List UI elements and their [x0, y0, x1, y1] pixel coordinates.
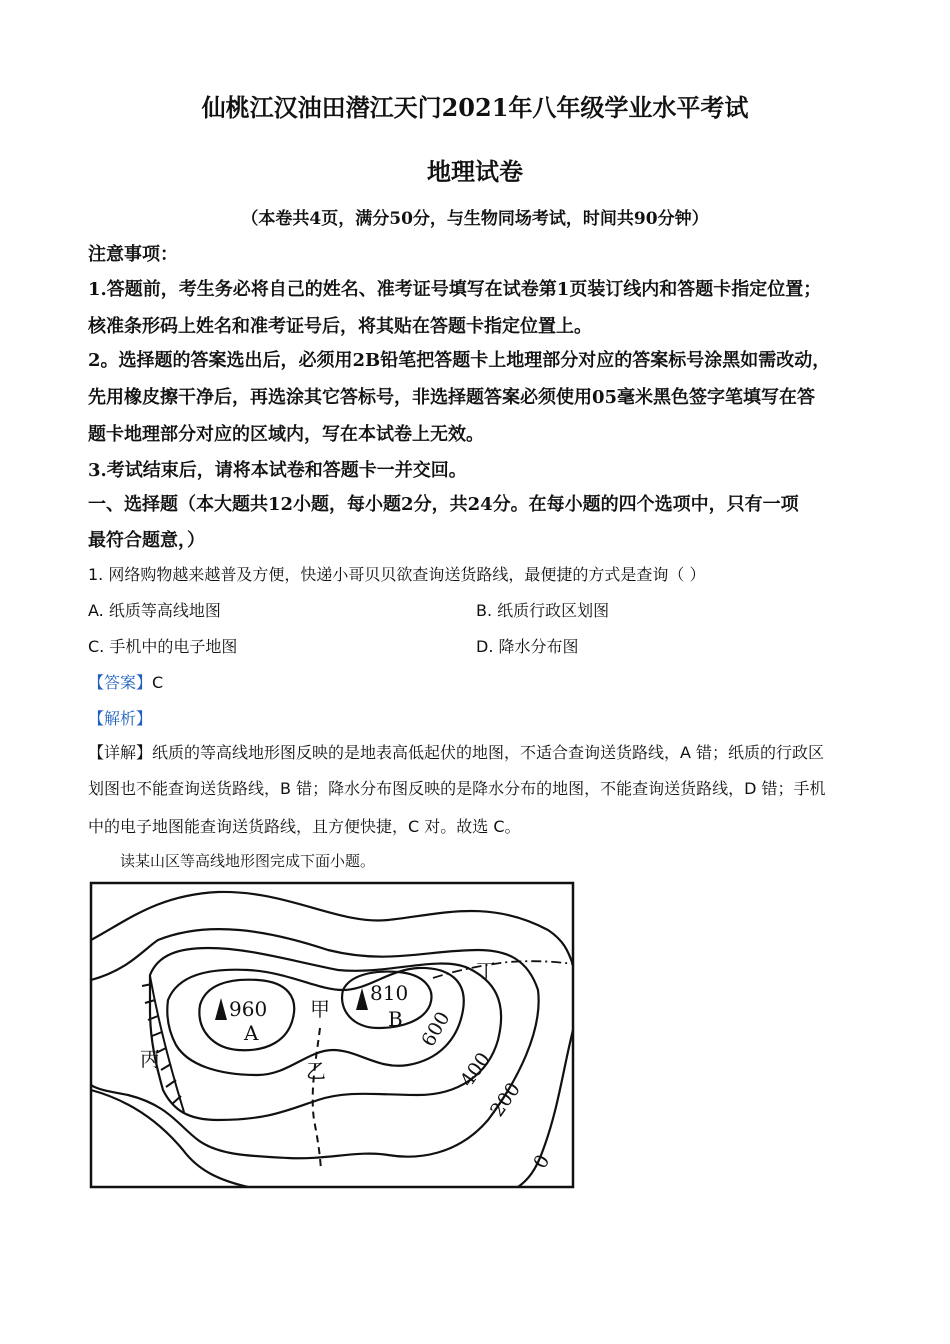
label-jia: 甲 [310, 997, 330, 1021]
map-intro: 读某山区等高线地形图完成下面小题。 [120, 852, 376, 870]
notice-line: 3.考试结束后，请将本试卷和答题卡一并交回。 [88, 460, 467, 481]
section-heading-line1: 一、选择题（本大题共12小题，每小题2分，共24分。在每小题的四个选项中，只有一项 [88, 494, 799, 515]
peak-a-label: A [244, 1021, 259, 1045]
option-d: D. 降水分布图 [476, 637, 579, 656]
notice-line: 核准条形码上姓名和准考证号后，将其贴在答题卡指定位置上。 [88, 316, 592, 337]
answer-line [88, 670, 163, 693]
detail-text: 纸质的等高线地形图反映的是地表高低起伏的地图，不适合查询送货路线，A 错；纸质的行政区 [152, 743, 825, 762]
label-bing: 丙 [140, 1047, 160, 1071]
question-1-stem: 1. 网络购物越来越普及方便，快递小哥贝贝欲查询送货路线，最便捷的方式是查询（ ） [88, 565, 706, 584]
peak-a-triangle [215, 998, 227, 1020]
notice-heading: 注意事项： [88, 244, 178, 265]
peak-b-label: B [388, 1007, 403, 1031]
contour-label-600: 600 [417, 1008, 455, 1051]
exam-subtitle: 地理试卷 [427, 157, 523, 186]
peak-b-triangle [356, 988, 368, 1010]
detail-line: 中的电子地图能查询送货路线，且方便快捷，C 对。故选 C。 [88, 817, 521, 836]
contour-label-0: 0 [529, 1151, 555, 1173]
notice-line: 题卡地理部分对应的区域内，写在本试卷上无效。 [88, 424, 484, 445]
label-yi: 乙 [306, 1059, 326, 1083]
peak-b-elevation: 810 [370, 981, 409, 1005]
option-b: B. 纸质行政区划图 [476, 601, 610, 620]
exam-info: （本卷共4页，满分50分，与生物同场考试，时间共90分钟） [241, 209, 709, 229]
analysis-tag: 【解析】 [88, 709, 153, 728]
cliff-line [150, 976, 184, 1112]
detail-tag: 【详解】 [88, 743, 153, 762]
contour-map [88, 880, 578, 1192]
section-heading-line2: 最符合题意，） [88, 530, 205, 551]
answer-value: C [152, 673, 164, 692]
exam-title: 仙桃江汉油田潜江天门2021年八年级学业水平考试 [201, 93, 749, 122]
notice-line: 1.答题前，考生务必将自己的姓名、准考证号填写在试卷第1页装订线内和答题卡指定位置； [88, 279, 822, 300]
notice-line: 先用橡皮擦干净后，再选涂其它答标号，非选择题答案必须使用05毫米黑色签字笔填写在答 [88, 387, 816, 408]
notice-line: 2。选择题的答案选出后，必须用2B铅笔把答题卡上地理部分对应的答案标号涂黑如需改动， [88, 350, 831, 371]
answer-tag: 【答案】 [88, 673, 153, 692]
contour-label-400: 400 [456, 1048, 495, 1091]
peak-a-elevation: 960 [229, 997, 268, 1021]
detail-line [88, 740, 824, 763]
contour-label-200: 200 [486, 1078, 525, 1121]
option-a: A. 纸质等高线地图 [88, 601, 221, 620]
option-c: C. 手机中的电子地图 [88, 637, 238, 656]
label-ding: 丁 [476, 959, 496, 983]
detail-line: 划图也不能查询送货路线，B 错；降水分布图反映的是降水分布的地图，不能查询送货路线，D 错；手机 [88, 779, 826, 798]
